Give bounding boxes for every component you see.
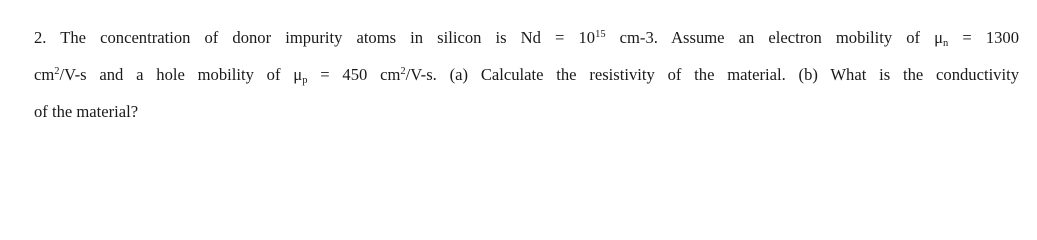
- line-1-subscript-n: n: [943, 38, 949, 49]
- line-2-exponent-a: 2: [54, 66, 60, 77]
- line-1-text-b: cm-3. Assume an electron mobility of μ: [605, 28, 944, 47]
- line-1-exponent: 15: [595, 29, 606, 40]
- line-2-exponent-b: 2: [400, 66, 406, 77]
- line-2-text-c: = 450 cm: [307, 65, 401, 84]
- line-2-subscript-p: p: [302, 75, 308, 86]
- line-2-text-b: /V-s and a hole mobility of μ: [59, 65, 303, 84]
- problem-line-1: [34, 19, 1019, 56]
- line-2-text-d: /V-s. (a) Calculate the resistivity of the material. (b) What is the conductivity: [405, 65, 1019, 84]
- line-1-text-c: = 1300: [948, 28, 1020, 47]
- problem-statement: [34, 19, 1019, 130]
- line-3-text-a: of the material?: [34, 102, 139, 121]
- problem-line-2: [34, 56, 1019, 93]
- problem-line-3: [34, 93, 1019, 130]
- line-2-text-a: cm: [34, 65, 55, 84]
- line-1-text-a: 2. The concentration of donor impurity atoms in silicon is Nd = 10: [34, 28, 596, 47]
